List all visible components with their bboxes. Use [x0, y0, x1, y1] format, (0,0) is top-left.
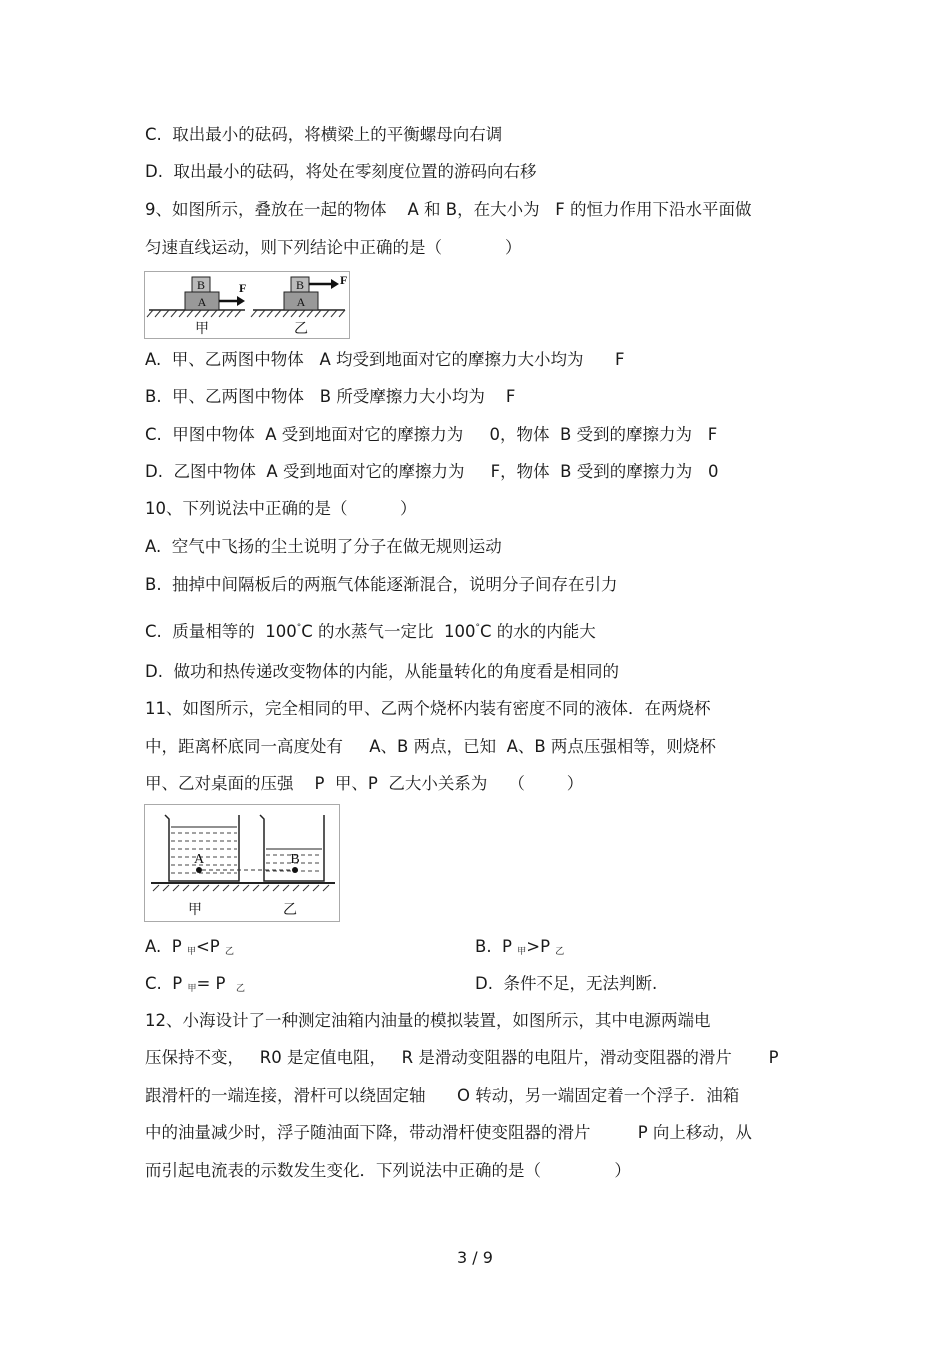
q11-beaker-figure — [144, 804, 340, 922]
q10-option-a: A. 空气中飞扬的尘土说明了分子在做无规则运动 — [145, 537, 502, 556]
q12-line-1: 12、小海设计了一种测定油箱内油量的模拟装置，如图所示，其中电源两端电 — [145, 1011, 711, 1030]
q9-option-c: C. 甲图中物体 A 受到地面对它的摩擦力为 0，物体 B 受到的摩擦力为 F — [145, 425, 718, 444]
q11-stem-line-1: 11、如图所示，完全相同的甲、乙两个烧杯内装有密度不同的液体．在两烧杯 — [145, 699, 711, 718]
q9-option-b: B. 甲、乙两图中物体 B 所受摩擦力大小均为 F — [145, 387, 516, 406]
q11-option-c: C. P $_甲$= P $_乙$ — [145, 974, 245, 994]
q12-line-3: 跟滑杆的一端连接，滑杆可以绕固定轴 O 转动，另一端固定着一个浮子．油箱 — [145, 1086, 740, 1105]
q11-point-a — [196, 867, 202, 873]
q12-line-5: 而引起电流表的示数发生变化．下列说法中正确的是（ ） — [145, 1161, 631, 1180]
q12-line-4: 中的油量减少时，浮子随油面下降，带动滑杆使变阻器的滑片 P 向上移动，从 — [145, 1123, 752, 1142]
degree-mark: ° — [475, 623, 480, 633]
q10-option-b: B. 抽掉中间隔板后的两瓶气体能逐渐混合，说明分子间存在引力 — [145, 575, 618, 594]
q8-option-d: D. 取出最小的砝码，将处在零刻度位置的游码向右移 — [145, 162, 537, 181]
q11-caption-yi: 乙 — [283, 902, 297, 918]
q11-label-a: A — [193, 852, 205, 867]
q9-yi-label-f: F — [340, 273, 348, 287]
q11-option-b: B. P $_甲$>P $_乙$ — [475, 937, 565, 957]
q9-jia-label-f: F — [239, 281, 247, 295]
q9-yi-label-b: B — [295, 278, 305, 292]
page-number: 3 / 9 — [457, 1248, 493, 1267]
q10-stem: 10、下列说法中正确的是（ ） — [145, 499, 417, 518]
q10-option-c: C. 质量相等的 100°C 的水蒸气一定比 100°C 的水的内能大 — [145, 622, 596, 641]
q10-option-d: D. 做功和热传递改变物体的内能，从能量转化的角度看是相同的 — [145, 662, 619, 681]
q11-beaker-diagram — [145, 805, 339, 921]
q9-stem-line-2: 匀速直线运动，则下列结论中正确的是（ ） — [145, 238, 522, 257]
q9-jia-label-a: A — [197, 295, 207, 309]
q11-stem-line-3: 甲、乙对桌面的压强 P 甲、P 乙大小关系为 （ ） — [145, 774, 584, 793]
q11-stem-line-2: 中，距离杯底同一高度处有 A、B 两点，已知 A、B 两点压强相等，则烧杯 — [145, 737, 716, 756]
q9-block-figure — [144, 271, 350, 339]
q8-option-c: C. 取出最小的砝码，将横梁上的平衡螺母向右调 — [145, 125, 503, 144]
q9-caption-jia: 甲 — [195, 321, 209, 337]
q11-option-a: A. P $_甲$<P $_乙$ — [145, 937, 234, 957]
q12-line-2: 压保持不变， R0 是定值电阻， R 是滑动变阻器的电阻片，滑动变阻器的滑片 P — [145, 1048, 779, 1067]
q9-option-a: A. 甲、乙两图中物体 A 均受到地面对它的摩擦力大小均为 F — [145, 350, 625, 369]
q11-caption-jia: 甲 — [188, 902, 202, 918]
q9-option-d: D. 乙图中物体 A 受到地面对它的摩擦力为 F，物体 B 受到的摩擦力为 0 — [145, 462, 719, 481]
q9-caption-yi: 乙 — [294, 321, 308, 337]
q11-option-d: D. 条件不足，无法判断. — [475, 974, 658, 993]
q11-point-b — [292, 867, 298, 873]
q9-block-diagram — [145, 272, 349, 338]
q9-yi-label-a: A — [296, 295, 306, 309]
q9-jia-label-b: B — [196, 278, 206, 292]
q11-beaker-jia — [165, 815, 239, 881]
degree-mark: ° — [296, 623, 302, 633]
q11-label-b: B — [290, 852, 300, 867]
q9-stem-line-1: 9、如图所示，叠放在一起的物体 A 和 B，在大小为 F 的恒力作用下沿水平面做 — [145, 200, 752, 219]
